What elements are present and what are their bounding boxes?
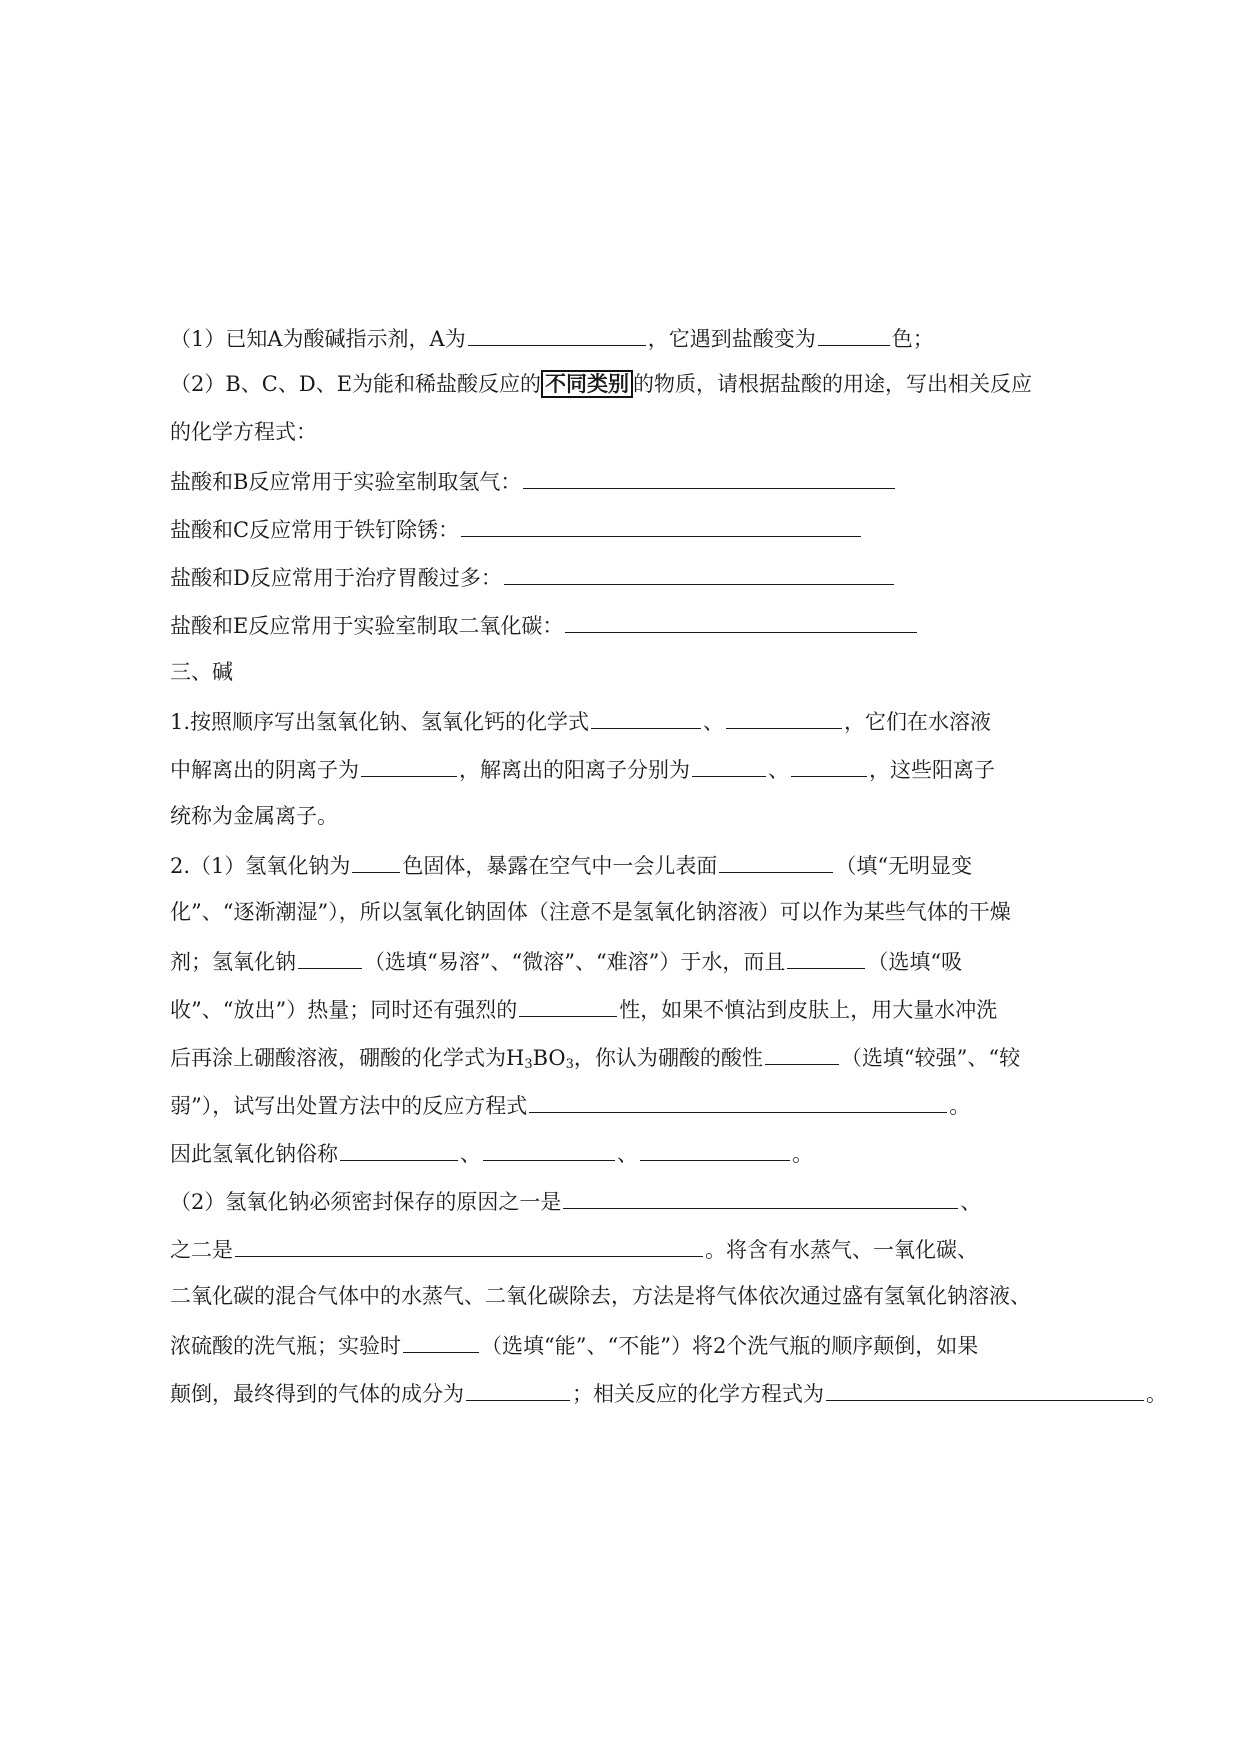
q2-l2-post: ，这些阳离子 — [869, 758, 995, 782]
q1-part1-text-mid: ，它遇到盐酸变为 — [647, 327, 816, 351]
q1-part2-line — [170, 370, 1032, 398]
common-name-3-blank[interactable] — [640, 1138, 790, 1161]
order-swap-blank[interactable] — [403, 1330, 479, 1353]
q3-line5 — [170, 1042, 1020, 1079]
q2-line2 — [170, 754, 995, 784]
common-name-1-blank[interactable] — [340, 1138, 458, 1161]
q3-line6 — [170, 1090, 970, 1120]
reaction-c-line — [170, 514, 863, 544]
q4-l5-pre: 颠倒，最终得到的气体的成分为 — [170, 1382, 464, 1406]
common-name-2-blank[interactable] — [483, 1138, 615, 1161]
q4-line3: 二氧化碳的混合气体中的水蒸气、二氧化碳除去，方法是将气体依次通过盛有氢氧化钠溶液、 — [170, 1284, 1031, 1308]
related-equation-blank[interactable] — [826, 1378, 1144, 1401]
q2-line1 — [170, 706, 991, 736]
different-categories-highlight: 不同类别 — [541, 370, 633, 398]
q3-l7-sep1: 、 — [460, 1142, 481, 1166]
q4-l5-post: 。 — [1146, 1382, 1167, 1406]
q3-l6-post: 。 — [949, 1094, 971, 1118]
solubility-blank[interactable] — [298, 946, 362, 969]
q3-l1-pre: 2.（1）氢氧化钠为 — [170, 854, 351, 878]
surface-change-blank[interactable] — [719, 850, 833, 873]
final-gas-blank[interactable] — [466, 1378, 570, 1401]
q3-line4 — [170, 994, 997, 1024]
q3-l7-sep2: 、 — [617, 1142, 638, 1166]
q4-l1-post: 、 — [960, 1190, 982, 1214]
q3-l5-mid2: ，你认为硼酸的酸性 — [573, 1046, 763, 1070]
reaction-e-blank[interactable] — [565, 610, 917, 633]
q3-l4-post: 性，如果不慎沾到皮肤上，用大量水冲洗 — [619, 998, 998, 1022]
reaction-e-label: 盐酸和E反应常用于实验室制取二氧化碳： — [170, 614, 564, 638]
q2-l1-pre: 1.按照顺序写出氢氧化钠、氢氧化钙的化学式 — [170, 710, 590, 734]
q4-l4-pre: 浓硫酸的洗气瓶；实验时 — [170, 1334, 401, 1358]
reason-1-blank[interactable] — [563, 1186, 958, 1209]
q3-l4-pre: 收”、“放出”）热量；同时还有强烈的 — [170, 998, 518, 1022]
q4-line2 — [170, 1234, 978, 1264]
boric-sub-2: 3 — [565, 1057, 574, 1072]
q3-line2: 化”、“逐渐潮湿”），所以氢氧化钠固体（注意不是氢氧化钠溶液）可以作为某些气体的干燥 — [170, 900, 1011, 924]
reaction-b-label: 盐酸和B反应常用于实验室制取氢气： — [170, 470, 522, 494]
q4-l4-post: （选填“能”、“不能”）将2个洗气瓶的顺序颠倒，如果 — [481, 1334, 979, 1358]
q1-part2-cont-line: 的化学方程式： — [170, 420, 317, 444]
q3-l5-mid1: BO — [532, 1046, 566, 1070]
q2-l2-sep: 、 — [768, 758, 789, 782]
reaction-c-label: 盐酸和C反应常用于铁钉除锈： — [170, 518, 460, 542]
q3-l1-post: （填“无明显变 — [835, 854, 973, 878]
reason-2-blank[interactable] — [235, 1234, 703, 1257]
reaction-c-blank[interactable] — [461, 514, 861, 537]
q3-l3-mid: （选填“易溶”、“微溶”、“难溶”）于水，而且 — [364, 950, 786, 974]
naoh-color-blank[interactable] — [352, 850, 400, 873]
corrosive-blank[interactable] — [519, 994, 617, 1017]
acidity-blank[interactable] — [765, 1042, 839, 1065]
indicator-name-blank[interactable] — [468, 323, 646, 346]
q2-l2-pre: 中解离出的阴离子为 — [170, 758, 359, 782]
q4-l1-pre: （2）氢氧化钠必须密封保存的原因之一是 — [170, 1190, 562, 1214]
q2-l1-sep: 、 — [703, 710, 725, 734]
reaction-e-line — [170, 610, 919, 640]
q3-l3-post: （选填“吸 — [867, 950, 963, 974]
q3-line3 — [170, 946, 962, 976]
q1-part1-text-post: 色； — [891, 327, 934, 351]
q4-l2-post: 。将含有水蒸气、一氧化碳、 — [705, 1238, 978, 1262]
cation-1-blank[interactable] — [692, 754, 766, 777]
reaction-b-blank[interactable] — [523, 466, 895, 489]
reaction-b-line — [170, 466, 897, 496]
q1-part1-text-pre: （1）已知A为酸碱指示剂，A为 — [170, 327, 466, 351]
q4-l2-pre: 之二是 — [170, 1238, 233, 1262]
reaction-d-line — [170, 562, 896, 592]
q3-l7-pre: 因此氢氧化钠俗称 — [170, 1142, 338, 1166]
heat-blank[interactable] — [787, 946, 865, 969]
q3-l5-post: （选填“较强”、“较 — [840, 1046, 1021, 1070]
q3-l7-post: 。 — [792, 1142, 813, 1166]
q3-l1-mid: 色固体，暴露在空气中一会儿表面 — [402, 854, 718, 878]
q3-l6-pre: 弱”），试写出处置方法中的反应方程式 — [170, 1094, 528, 1118]
cation-2-blank[interactable] — [791, 754, 867, 777]
q1-part1-line — [170, 323, 934, 353]
reaction-d-label: 盐酸和D反应常用于治疗胃酸过多： — [170, 566, 502, 590]
q4-line1 — [170, 1186, 981, 1216]
caoh2-formula-blank[interactable] — [726, 706, 842, 729]
q3-line7 — [170, 1138, 813, 1168]
q2-l2-mid: ，解离出的阳离子分别为 — [459, 758, 690, 782]
q4-l5-mid: ；相关反应的化学方程式为 — [572, 1382, 824, 1406]
q3-l5-pre: 后再涂上硼酸溶液，硼酸的化学式为H — [170, 1046, 525, 1070]
indicator-color-blank[interactable] — [818, 323, 890, 346]
q3-l3-pre: 剂；氢氧化钠 — [170, 950, 296, 974]
q1-part2-text-post: 的物质，请根据盐酸的用途，写出相关反应 — [633, 372, 1033, 396]
anion-blank[interactable] — [361, 754, 457, 777]
boric-sub-1: 3 — [524, 1057, 533, 1072]
q1-part2-text-pre: （2）B、C、D、E为能和稀盐酸反应的 — [170, 372, 542, 396]
q4-line5 — [170, 1378, 1167, 1408]
q2-line3: 统称为金属离子。 — [170, 804, 338, 828]
reaction-d-blank[interactable] — [504, 562, 894, 585]
section-title: 三、碱 — [170, 660, 233, 684]
q3-line1 — [170, 850, 972, 880]
treatment-equation-blank[interactable] — [529, 1090, 947, 1113]
q4-line4 — [170, 1330, 978, 1360]
q2-l1-post: ，它们在水溶液 — [844, 710, 992, 734]
naoh-formula-blank[interactable] — [591, 706, 701, 729]
